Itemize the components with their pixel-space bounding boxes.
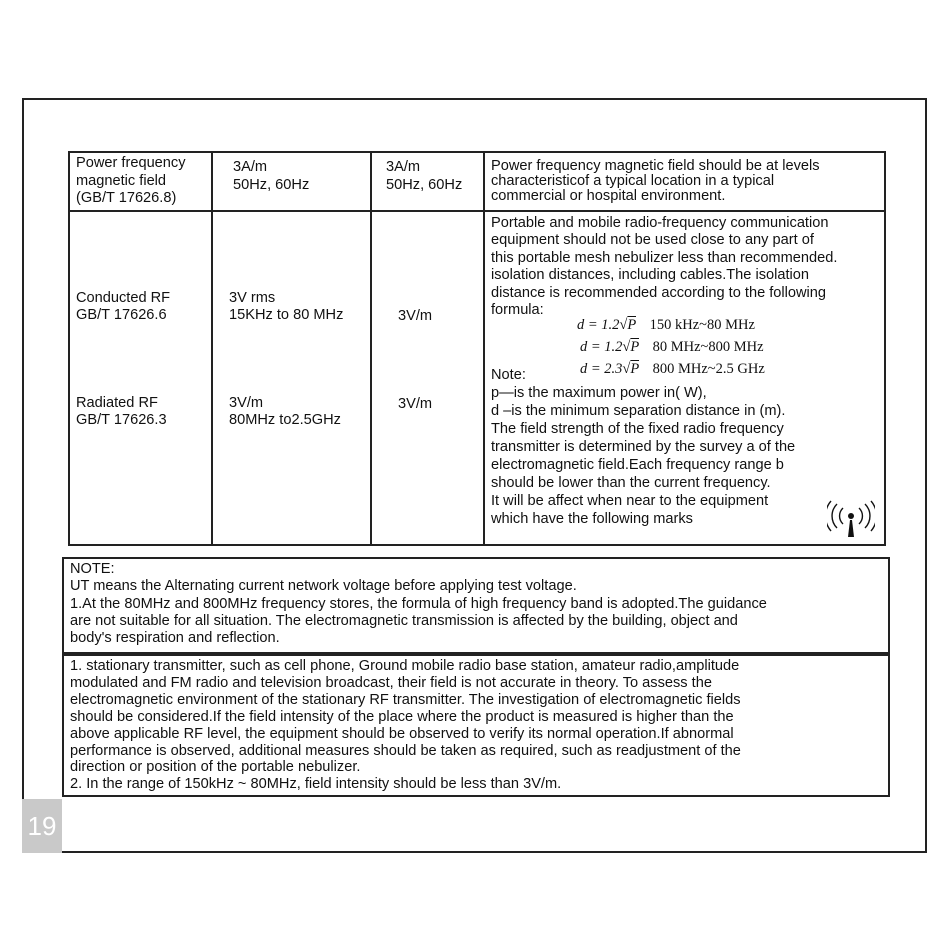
note-box-transmitters: 1. stationary transmitter, such as cell phone, Ground mobile radio base station, amateur radio,amplitude modulated and FM radio and television broadcast, their field is not accurate in theory. To assess the electromagnetic environment of the stationary RF transmitter. The investigation of electromagnetic fields should be considered.If the field intensity of the place where the product is measured is higher than the above applicable RF level, the equipment should be observed to verify its normal operation.If abnormal performance is observed, additional measures should be taken as required, such as readjustment of the direction or position of the portable nebulizer. 2. In the range of 150kHz ~ 80MHz, field intensity should be less than 3V/m. — [62, 654, 890, 797]
test-cell: Conducted RF GB/T 17626.6 Radiated RF GB/T 17626.3 — [69, 211, 212, 545]
guidance-cell: Power frequency magnetic field should be at levels characteristicof a typical location in a typical commercial or hospital environment. — [484, 152, 885, 211]
compliance-cell: 3A/m 50Hz, 60Hz — [371, 152, 484, 211]
guidance-cell: Portable and mobile radio-frequency communication equipment should not be used close to any part of this portable mesh nebulizer less than recommended. isolation distances, including cables.The isolation distance is recommended according to the following formula: d = 1.2√P 150 kHz~80 MHz d = 1.2√P 80 MHz~800 MHz d = 2.3√P 800 MHz~2.5 GHz Note: p—is the maximum power in( W), d –is the minimum separation distance in (m). The field strength of the fixed radio frequency transmitter is determined by the survey a of the electromagnetic field.Each frequency range b should be lower than the current frequency. It will be affect when near to the equipment which have the following marks — [484, 211, 885, 545]
guidance-notes: Note: p—is the maximum power in( W), d –is the minimum separation distance in (m). The field strength of the fixed radio frequency transmitter is determined by the survey a of the electromagnetic field.Each frequency range b should be lower than the current frequency. It will be affect when near to the equipment which have the following marks — [491, 366, 796, 527]
note-box-general: NOTE: UT means the Alternating current network voltage before applying test voltage. 1.At the 80MHz and 800MHz frequency stores, the formula of high frequency band is adopted.The guidance are not suitable for all situation. The electromagnetic transmission is affected by the building, object and body's respiration and reflection. — [62, 557, 890, 654]
table-row — [69, 211, 885, 545]
formula-line: d = 2.3√P 800 MHz~2.5 GHz — [580, 360, 765, 377]
test-level-cell: 3A/m 50Hz, 60Hz — [212, 152, 371, 211]
non-ionizing-radiation-icon — [827, 499, 875, 539]
formula-line: d = 1.2√P 150 kHz~80 MHz — [577, 316, 755, 333]
compliance-cell: 3V/m 3V/m — [371, 211, 484, 545]
page-number: 19 — [22, 799, 62, 853]
test-level-cell: 3V rms 15KHz to 80 MHz 3V/m 80MHz to2.5GHz — [212, 211, 371, 545]
emc-immunity-table — [68, 151, 886, 546]
test-cell: Power frequency magnetic field (GB/T 17626.8) — [69, 152, 212, 211]
table-row — [69, 152, 885, 211]
formula-line: d = 1.2√P 80 MHz~800 MHz — [580, 338, 764, 355]
